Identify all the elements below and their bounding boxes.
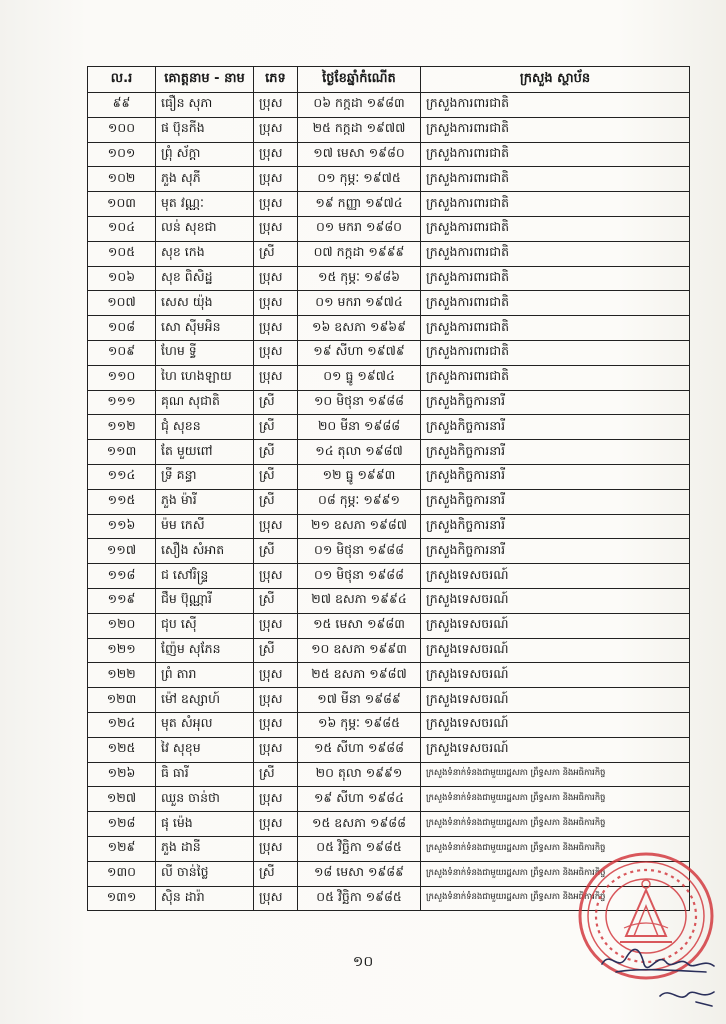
row-number: ១២៩ bbox=[88, 836, 156, 861]
row-date-of-birth: ០១ មិថុនា ១៩៨៨ bbox=[298, 564, 421, 589]
row-date-of-birth: ១៩ កញ្ញា ១៩៧៤ bbox=[298, 192, 421, 217]
row-sex: ស្រី bbox=[254, 638, 298, 663]
table-row bbox=[88, 340, 690, 365]
table-row bbox=[88, 638, 690, 663]
row-name: តែ មួយពៅ bbox=[156, 440, 254, 465]
row-date-of-birth: ១៦ កុម្ភៈ ១៩៨៥ bbox=[298, 712, 421, 737]
row-ministry: ក្រសួងកិច្ចការនារី bbox=[421, 464, 690, 489]
row-sex: ស្រី bbox=[254, 588, 298, 613]
row-ministry: ក្រសួងកិច្ចការនារី bbox=[421, 489, 690, 514]
row-name: ធឿន សុភា bbox=[156, 93, 254, 118]
row-sex: ស្រី bbox=[254, 539, 298, 564]
row-sex: ប្រុស bbox=[254, 266, 298, 291]
row-sex: ប្រុស bbox=[254, 564, 298, 589]
row-sex: ប្រុស bbox=[254, 688, 298, 713]
row-name: ជុំ សុខន bbox=[156, 415, 254, 440]
table-header-row bbox=[88, 67, 690, 93]
row-ministry: ក្រសួងទេសចរណ៍ bbox=[421, 564, 690, 589]
table-row bbox=[88, 93, 690, 118]
row-ministry: ក្រសួងការពារជាតិ bbox=[421, 316, 690, 341]
row-name: ហៃ ហេងឡាយ bbox=[156, 365, 254, 390]
row-ministry: ក្រសួងទេសចរណ៍ bbox=[421, 712, 690, 737]
row-name: ស៊ិន ដារ៉ា bbox=[156, 886, 254, 911]
row-sex: ប្រុស bbox=[254, 291, 298, 316]
row-sex: ស្រី bbox=[254, 861, 298, 886]
row-ministry: ក្រសួងកិច្ចការនារី bbox=[421, 390, 690, 415]
row-ministry: ក្រសួងទេសចរណ៍ bbox=[421, 688, 690, 713]
row-ministry: ក្រសួងការពារជាតិ bbox=[421, 167, 690, 192]
row-ministry: ក្រសួងការពារជាតិ bbox=[421, 142, 690, 167]
table-row bbox=[88, 737, 690, 762]
row-sex: ប្រុស bbox=[254, 340, 298, 365]
row-name: ភួង សុភី bbox=[156, 167, 254, 192]
row-number: ១២២ bbox=[88, 663, 156, 688]
header-name: គោត្តនាម - នាម bbox=[156, 67, 254, 93]
row-ministry: ក្រសួងទេសចរណ៍ bbox=[421, 588, 690, 613]
row-number: ១១០ bbox=[88, 365, 156, 390]
table-row bbox=[88, 514, 690, 539]
row-sex: ប្រុស bbox=[254, 365, 298, 390]
row-number: ១២៤ bbox=[88, 712, 156, 737]
row-number: ១០០ bbox=[88, 117, 156, 142]
table-row bbox=[88, 812, 690, 837]
row-sex: ប្រុស bbox=[254, 836, 298, 861]
row-sex: ស្រី bbox=[254, 440, 298, 465]
row-sex: ប្រុស bbox=[254, 712, 298, 737]
row-name: ជឹម ប៊ុណ្ណារី bbox=[156, 588, 254, 613]
row-number: ១២៦ bbox=[88, 762, 156, 787]
row-date-of-birth: ១៤ តុលា ១៩៨៧ bbox=[298, 440, 421, 465]
row-number: ១៣០ bbox=[88, 861, 156, 886]
row-ministry: ក្រសួងទំនាក់ទំនងជាមួយរដ្ឋសភា ព្រឹទ្ធសភា និងអធិការកិច្ច bbox=[421, 836, 690, 861]
row-name: ម៉ៅ ឧស្សាហ៍ bbox=[156, 688, 254, 713]
handwritten-signature-icon bbox=[596, 942, 722, 1012]
row-sex: ប្រុស bbox=[254, 216, 298, 241]
row-date-of-birth: ១៨ មេសា ១៩៨៩ bbox=[298, 861, 421, 886]
personnel-table bbox=[87, 66, 690, 911]
row-number: ១០៦ bbox=[88, 266, 156, 291]
row-ministry: ក្រសួងការពារជាតិ bbox=[421, 241, 690, 266]
table-row bbox=[88, 390, 690, 415]
row-date-of-birth: ១៦ ឧសភា ១៩៦៩ bbox=[298, 316, 421, 341]
header-sex: ភេទ bbox=[254, 67, 298, 93]
row-date-of-birth: ២០ មីនា ១៩៨៨ bbox=[298, 415, 421, 440]
row-name: លី ចាន់ថ្លៃ bbox=[156, 861, 254, 886]
row-date-of-birth: ១៩ សីហា ១៩៧៩ bbox=[298, 340, 421, 365]
page-number: ១០ bbox=[352, 954, 374, 970]
row-date-of-birth: ០១ មករា ១៩៧៤ bbox=[298, 291, 421, 316]
row-number: ១២១ bbox=[88, 638, 156, 663]
table-row bbox=[88, 464, 690, 489]
row-ministry: ក្រសួងការពារជាតិ bbox=[421, 93, 690, 118]
row-ministry: ក្រសួងការពារជាតិ bbox=[421, 266, 690, 291]
row-name: សោ ស៊ីមអិន bbox=[156, 316, 254, 341]
row-date-of-birth: ២៥ ឧសភា ១៩៨៧ bbox=[298, 663, 421, 688]
header-date-of-birth: ថ្ងៃខែឆ្នាំកំណើត bbox=[298, 67, 421, 93]
row-date-of-birth: ០៥ វិច្ឆិកា ១៩៨៥ bbox=[298, 886, 421, 911]
row-name: គុណ សុជាតិ bbox=[156, 390, 254, 415]
row-sex: ប្រុស bbox=[254, 737, 298, 762]
row-sex: ប្រុស bbox=[254, 886, 298, 911]
row-date-of-birth: ០១ មករា ១៩៨០ bbox=[298, 216, 421, 241]
row-date-of-birth: ១៩ សីហា ១៩៨៤ bbox=[298, 787, 421, 812]
row-date-of-birth: ២០ តុលា ១៩៩១ bbox=[298, 762, 421, 787]
row-name: ភួង ដានី bbox=[156, 836, 254, 861]
table-row bbox=[88, 440, 690, 465]
row-date-of-birth: ១៥ សីហា ១៩៨៨ bbox=[298, 737, 421, 762]
row-date-of-birth: ០១ កុម្ភៈ ១៩៧៥ bbox=[298, 167, 421, 192]
row-date-of-birth: ០៧ កក្កដា ១៩៩៩ bbox=[298, 241, 421, 266]
row-name: លន់ សុខជា bbox=[156, 216, 254, 241]
row-number: ១២៥ bbox=[88, 737, 156, 762]
row-date-of-birth: ១០ ឧសភា ១៩៩៣ bbox=[298, 638, 421, 663]
row-number: ១០៥ bbox=[88, 241, 156, 266]
row-sex: ស្រី bbox=[254, 241, 298, 266]
row-ministry: ក្រសួងទំនាក់ទំនងជាមួយរដ្ឋសភា ព្រឹទ្ធសភា និងអធិការកិច្ច bbox=[421, 861, 690, 886]
table-row bbox=[88, 117, 690, 142]
row-number: ១១៦ bbox=[88, 514, 156, 539]
row-number: ១០៨ bbox=[88, 316, 156, 341]
row-number: ១១២ bbox=[88, 415, 156, 440]
row-name: ផ ប៊ុនកីង bbox=[156, 117, 254, 142]
row-number: ១០៤ bbox=[88, 216, 156, 241]
row-name: ជ សៅរិន្ទ្រ bbox=[156, 564, 254, 589]
row-name: មុត សំអុល bbox=[156, 712, 254, 737]
row-name: មុត វណ្ណៈ bbox=[156, 192, 254, 217]
row-sex: ប្រុស bbox=[254, 192, 298, 217]
table-row bbox=[88, 688, 690, 713]
row-name: ភួង ម៉ារី bbox=[156, 489, 254, 514]
row-ministry: ក្រសួងទេសចរណ៍ bbox=[421, 638, 690, 663]
table-row bbox=[88, 712, 690, 737]
row-sex: ប្រុស bbox=[254, 663, 298, 688]
row-ministry: ក្រសួងកិច្ចការនារី bbox=[421, 539, 690, 564]
row-name: ធិ ធារី bbox=[156, 762, 254, 787]
table-row bbox=[88, 216, 690, 241]
row-date-of-birth: ០៨ កុម្ភៈ ១៩៩១ bbox=[298, 489, 421, 514]
row-number: ១២៣ bbox=[88, 688, 156, 713]
row-date-of-birth: ០១ មិថុនា ១៩៨៨ bbox=[298, 539, 421, 564]
row-number: ១០២ bbox=[88, 167, 156, 192]
table-row bbox=[88, 167, 690, 192]
row-number: ១១៤ bbox=[88, 464, 156, 489]
table-row bbox=[88, 588, 690, 613]
row-name: សេស យ៉ុង bbox=[156, 291, 254, 316]
table-row bbox=[88, 787, 690, 812]
row-ministry: ក្រសួងការពារជាតិ bbox=[421, 340, 690, 365]
row-name: ទ្រី គន្ធា bbox=[156, 464, 254, 489]
row-ministry: ក្រសួងកិច្ចការនារី bbox=[421, 514, 690, 539]
row-ministry: ក្រសួងទេសចរណ៍ bbox=[421, 613, 690, 638]
row-sex: ប្រុស bbox=[254, 613, 298, 638]
row-ministry: ក្រសួងទេសចរណ៍ bbox=[421, 663, 690, 688]
row-sex: ស្រី bbox=[254, 762, 298, 787]
row-date-of-birth: ១៧ មីនា ១៩៨៩ bbox=[298, 688, 421, 713]
row-sex: ប្រុស bbox=[254, 117, 298, 142]
table-row bbox=[88, 539, 690, 564]
table-row bbox=[88, 489, 690, 514]
row-ministry: ក្រសួងទំនាក់ទំនងជាមួយរដ្ឋសភា ព្រឹទ្ធសភា និងអធិការកិច្ច bbox=[421, 812, 690, 837]
row-date-of-birth: ១២ ធ្នូ ១៩៩៣ bbox=[298, 464, 421, 489]
row-ministry: ក្រសួងកិច្ចការនារី bbox=[421, 415, 690, 440]
row-name: សុខ ពិសិដ្ឋ bbox=[156, 266, 254, 291]
table-row bbox=[88, 192, 690, 217]
row-number: ១១៧ bbox=[88, 539, 156, 564]
row-name: ញ៉ែម សុភែន bbox=[156, 638, 254, 663]
row-ministry: ក្រសួងទំនាក់ទំនងជាមួយរដ្ឋសភា ព្រឹទ្ធសភា និងអធិការកិច្ច bbox=[421, 762, 690, 787]
row-name: ហែម ទ្វី bbox=[156, 340, 254, 365]
row-date-of-birth: ០១ ធ្នូ ១៩៧៤ bbox=[298, 365, 421, 390]
table-row bbox=[88, 266, 690, 291]
row-name: ព្រំ តារា bbox=[156, 663, 254, 688]
row-date-of-birth: ២៧ ឧសភា ១៩៩៤ bbox=[298, 588, 421, 613]
row-ministry: ក្រសួងទេសចរណ៍ bbox=[421, 737, 690, 762]
row-number: ១១១ bbox=[88, 390, 156, 415]
row-date-of-birth: ២១ ឧសភា ១៩៨៧ bbox=[298, 514, 421, 539]
table-row bbox=[88, 241, 690, 266]
table-row bbox=[88, 564, 690, 589]
row-number: ១១៣ bbox=[88, 440, 156, 465]
row-name: ផុ ម៉េង bbox=[156, 812, 254, 837]
row-number: ១០៣ bbox=[88, 192, 156, 217]
table-row bbox=[88, 613, 690, 638]
row-sex: ស្រី bbox=[254, 489, 298, 514]
row-sex: ប្រុស bbox=[254, 167, 298, 192]
header-ministry: ក្រសួង ស្ថាប័ន bbox=[421, 67, 690, 93]
row-name: សុខ កេង bbox=[156, 241, 254, 266]
row-ministry: ក្រសួងការពារជាតិ bbox=[421, 192, 690, 217]
row-name: សឿង សំអាត bbox=[156, 539, 254, 564]
row-date-of-birth: ១៧ មេសា ១៩៨០ bbox=[298, 142, 421, 167]
row-date-of-birth: ១៥ កុម្ភៈ ១៩៨៦ bbox=[298, 266, 421, 291]
table-row bbox=[88, 762, 690, 787]
row-sex: ប្រុស bbox=[254, 316, 298, 341]
row-name: ជុប ស៊ើ bbox=[156, 613, 254, 638]
row-sex: ស្រី bbox=[254, 415, 298, 440]
row-sex: ស្រី bbox=[254, 390, 298, 415]
row-ministry: ក្រសួងការពារជាតិ bbox=[421, 291, 690, 316]
row-date-of-birth: ១៥ ឧសភា ១៩៨៨ bbox=[298, 812, 421, 837]
row-ministry: ក្រសួងកិច្ចការនារី bbox=[421, 440, 690, 465]
table-row bbox=[88, 415, 690, 440]
row-sex: ប្រុស bbox=[254, 142, 298, 167]
row-date-of-birth: ០៦ កក្កដា ១៩៨៣ bbox=[298, 93, 421, 118]
row-ministry: ក្រសួងទំនាក់ទំនងជាមួយរដ្ឋសភា ព្រឹទ្ធសភា និងអធិការកិច្ច bbox=[421, 787, 690, 812]
row-name: ព្រុំ ស័ក្តា bbox=[156, 142, 254, 167]
row-ministry: ក្រសួងការពារជាតិ bbox=[421, 216, 690, 241]
table-body bbox=[88, 93, 690, 911]
row-name: វៃ សុខុម bbox=[156, 737, 254, 762]
row-number: ១១៨ bbox=[88, 564, 156, 589]
row-number: ៩៩ bbox=[88, 93, 156, 118]
row-date-of-birth: ២៥ កក្កដា ១៩៧៧ bbox=[298, 117, 421, 142]
table-row bbox=[88, 365, 690, 390]
header-number: ល.រ bbox=[88, 67, 156, 93]
table-row bbox=[88, 291, 690, 316]
row-date-of-birth: ០៥ វិច្ឆិកា ១៩៨៥ bbox=[298, 836, 421, 861]
table-row bbox=[88, 142, 690, 167]
row-sex: ស្រី bbox=[254, 464, 298, 489]
row-sex: ប្រុស bbox=[254, 812, 298, 837]
row-name: ម៉ម កេសី bbox=[156, 514, 254, 539]
row-sex: ប្រុស bbox=[254, 93, 298, 118]
row-number: ១២៨ bbox=[88, 812, 156, 837]
row-number: ១២០ bbox=[88, 613, 156, 638]
row-date-of-birth: ១៥ មេសា ១៩៨៣ bbox=[298, 613, 421, 638]
row-number: ១០៩ bbox=[88, 340, 156, 365]
row-number: ១២៧ bbox=[88, 787, 156, 812]
row-number: ១៣១ bbox=[88, 886, 156, 911]
row-sex: ប្រុស bbox=[254, 787, 298, 812]
row-name: ឈួន ចាន់ថា bbox=[156, 787, 254, 812]
row-ministry: ក្រសួងការពារជាតិ bbox=[421, 365, 690, 390]
row-ministry: ក្រសួងទំនាក់ទំនងជាមួយរដ្ឋសភា ព្រឹទ្ធសភា និងអធិការកិច្ច bbox=[421, 886, 690, 911]
row-sex: ប្រុស bbox=[254, 514, 298, 539]
row-number: ១១៥ bbox=[88, 489, 156, 514]
row-ministry: ក្រសួងការពារជាតិ bbox=[421, 117, 690, 142]
table-row bbox=[88, 663, 690, 688]
row-date-of-birth: ១០ មិថុនា ១៩៨៨ bbox=[298, 390, 421, 415]
row-number: ១០៧ bbox=[88, 291, 156, 316]
row-number: ១០១ bbox=[88, 142, 156, 167]
table-row bbox=[88, 316, 690, 341]
row-number: ១១៩ bbox=[88, 588, 156, 613]
